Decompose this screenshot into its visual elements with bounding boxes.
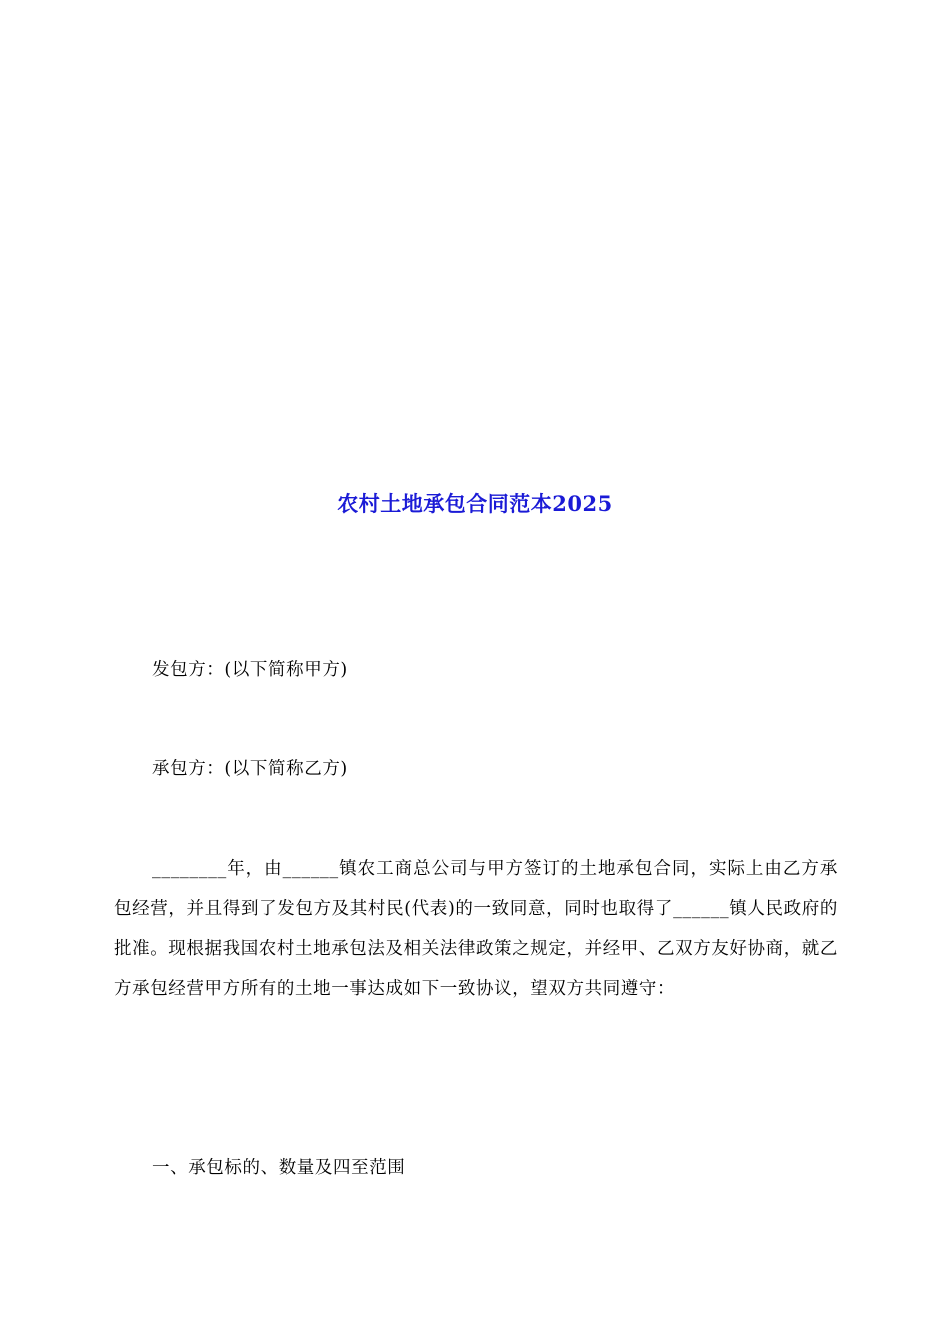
intro-paragraph: ________年，由______镇农工商总公司与甲方签订的土地承包合同，实际上由乙方承包经营，并且得到了发包方及其村民(代表)的一致同意，同时也取得了______镇人民政府的批准。现根据我国农村土地承包法及相关法律政策之规定，并经甲、乙双方友好协商，就乙方承包经营甲方所有的土地一事达成如下一致协议，望双方共同遵守：: [114, 859, 838, 999]
party-a-line: 发包方：(以下简称甲方): [152, 660, 348, 680]
party-b-line: 承包方：(以下简称乙方): [152, 759, 348, 779]
section-1-heading: 一、承包标的、数量及四至范围: [152, 1158, 406, 1178]
document-title: 农村土地承包合同范本2025: [337, 491, 613, 516]
